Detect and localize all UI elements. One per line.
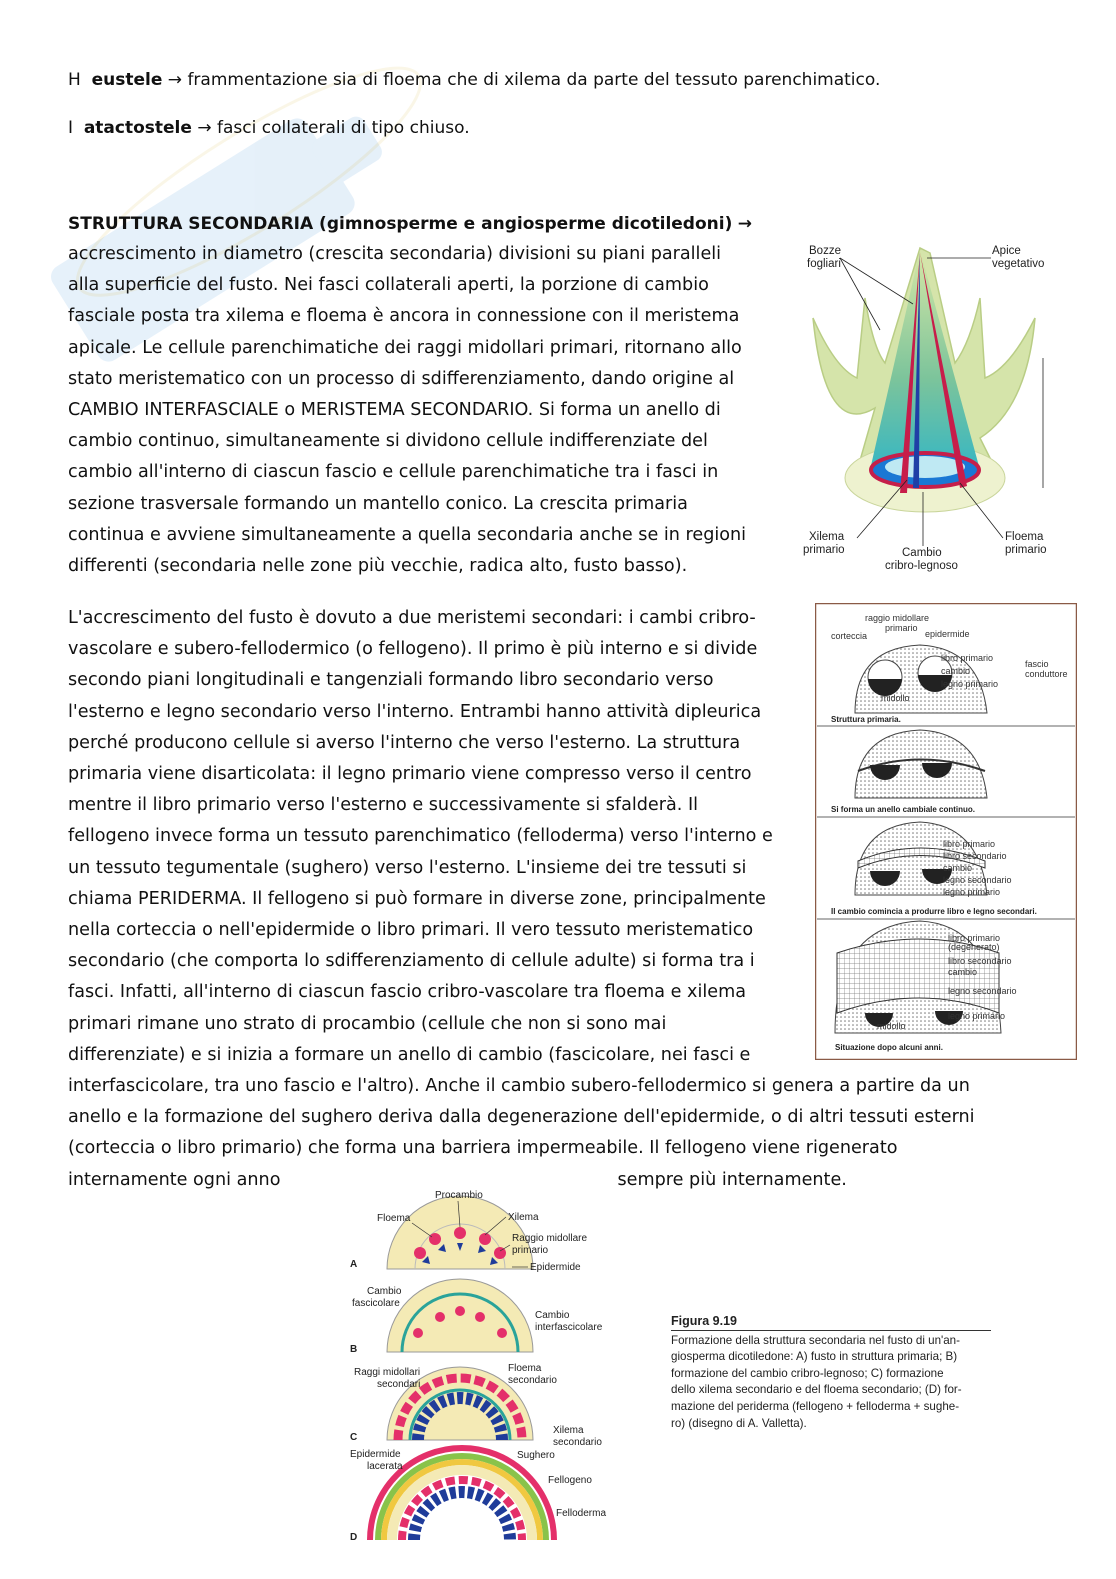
svg-text:Raggi midollari: Raggi midollari: [354, 1367, 421, 1378]
svg-text:cambio: cambio: [948, 967, 978, 977]
svg-text:D: D: [350, 1532, 358, 1543]
svg-text:libro primario: libro primario: [948, 933, 1001, 943]
svg-text:fascio: fascio: [1025, 659, 1049, 669]
svg-text:(degenerato): (degenerato): [948, 942, 1000, 952]
secondary-growth-stages-figure: [340, 1185, 630, 1545]
figure-title: Figura 9.19: [671, 1313, 991, 1331]
intro-line-i: I atactostele → fasci collaterali di tipo chiuso.: [68, 118, 470, 138]
cone-figure: [795, 238, 1095, 578]
svg-text:epidermide: epidermide: [925, 629, 970, 639]
svg-text:secondario: secondario: [553, 1437, 602, 1448]
stages-panel-figure: [815, 603, 1077, 1060]
last-line-left: internamente ogni anno: [68, 1169, 281, 1190]
svg-text:legno primario: legno primario: [948, 1011, 1006, 1021]
intro-line-h: H eustele → frammentazione sia di floema che di xilema da parte del tessuto parenchimatico.: [68, 70, 881, 90]
svg-text:midollo: midollo: [881, 693, 910, 703]
svg-text:legno primario: legno primario: [941, 679, 999, 689]
svg-text:legno secondario: legno secondario: [943, 875, 1012, 885]
svg-text:midollo: midollo: [877, 1021, 906, 1031]
svg-text:Si forma un anello cambiale co: Si forma un anello cambiale continuo.: [831, 805, 976, 814]
stage-b: [350, 1279, 603, 1355]
svg-text:C: C: [350, 1432, 358, 1443]
svg-text:Situazione dopo alcuni anni.: Situazione dopo alcuni anni.: [835, 1043, 944, 1052]
svg-text:corteccia: corteccia: [831, 631, 868, 641]
label-cambio: Cambio: [902, 547, 942, 559]
svg-text:legno secondario: legno secondario: [948, 986, 1017, 996]
svg-text:primario: primario: [512, 1245, 549, 1256]
svg-text:Epidermide: Epidermide: [530, 1262, 581, 1273]
svg-text:Procambio: Procambio: [435, 1190, 483, 1201]
svg-text:Struttura primaria.: Struttura primaria.: [831, 715, 901, 724]
svg-text:primario: primario: [1005, 544, 1047, 556]
svg-text:cambio: cambio: [943, 863, 973, 873]
term-eustele: eustele: [91, 70, 163, 90]
last-line-right: sempre più internamente.: [617, 1169, 847, 1190]
svg-text:cribro-legnoso: cribro-legnoso: [885, 560, 958, 572]
section-heading: STRUTTURA SECONDARIA (gimnosperme e angiosperme dicotiledoni) →: [68, 214, 753, 234]
svg-text:libro secondario: libro secondario: [943, 851, 1007, 861]
svg-text:secondari: secondari: [377, 1379, 421, 1390]
svg-text:Floema: Floema: [508, 1363, 542, 1374]
arrow-icon: →: [167, 70, 183, 90]
svg-text:libro primario: libro primario: [941, 653, 994, 663]
svg-text:Xilema: Xilema: [553, 1425, 584, 1436]
figure-caption: Figura 9.19 Formazione della struttura secondaria nel fusto di un'an- giosperma dicotiledone: A) fusto in struttura primaria; B) formazione del cambio cribro-legnoso; C) formazione dello xilema secondario e del floema secondario; (D) for- mazione del periderma (fellogeno + felloderma + sughe- ro) (disegno di A. Valletta).: [671, 1313, 1001, 1432]
svg-text:Raggio midollare: Raggio midollare: [512, 1233, 588, 1244]
section2-paragraph: L'accrescimento del fusto è dovuto a due meristemi secondari: i cambi cribro- vascolare e subero-fellodermico (o fellogeno). Il primo è più interno e si divide secondo piani longitudinali e tangenziali formando libro secondario verso l'esterno e legno secondario verso l'interno. Entrambi hanno attività dipleurica perché producono cellule si averso l'interno che verso l'esterno. La struttura primaria viene disarticolata: il legno primario viene compresso verso il centro mentre il libro primario verso l'esterno e successivamente si sfalderà. Il fellogeno invece forma un tessuto parenchimatico (felloderma) verso l'interno e un tessuto tegumentale (sughero) verso l'esterno. L'insieme dei tre tessuti si chiama PERIDERMA. Il fellogeno si può formare in diverse zone, principalmente nella corteccia o nell'epidermide o libro primari. Il vero tessuto meristematico secondario (che comporta lo sdifferenziamento di cellule adulte) si forma tra i fasci. Infatti, all'interno di ciascun fascio cribro-vascolare tra floema e xilema primari rimane uno strato di procambio (cellule che non si sono mai differenziate) e si inizia a formare un anello di cambio (fascicolare, nei fasci e interfascicolare, tra uno fascio e l'altro). Anche il cambio subero-fellodermico si genera a partire da un anello e la formazione del sughero deriva dalla degenerazione dell'epidermide, o di altri tessuti esterni (corteccia o libro primario) che forma una barriera impermeabile. Il fellogeno viene rigenerato internamente ogni anno sempre più internamente.: [68, 608, 975, 1190]
svg-text:raggio midollare: raggio midollare: [865, 613, 930, 623]
svg-text:Cambio: Cambio: [367, 1286, 402, 1297]
svg-text:libro secondario: libro secondario: [948, 956, 1012, 966]
svg-text:interfascicolare: interfascicolare: [535, 1322, 603, 1333]
svg-text:cambio: cambio: [941, 666, 971, 676]
svg-text:Floema: Floema: [377, 1213, 411, 1224]
label-xilema: Xilema: [809, 531, 845, 543]
svg-text:fascicolare: fascicolare: [352, 1298, 400, 1309]
svg-text:A: A: [350, 1259, 358, 1270]
svg-text:Fellogeno: Fellogeno: [548, 1475, 592, 1486]
term-atactostele: atactostele: [83, 118, 192, 138]
svg-text:secondario: secondario: [508, 1375, 557, 1386]
label-floema: Floema: [1005, 531, 1044, 543]
stage-c: [350, 1363, 602, 1448]
svg-text:Epidermide: Epidermide: [350, 1449, 401, 1460]
label-bozze: Bozze: [809, 245, 841, 257]
stage-d: [350, 1448, 606, 1543]
svg-text:primario: primario: [803, 544, 845, 556]
svg-text:Felloderma: Felloderma: [556, 1508, 607, 1519]
svg-text:vegetativo: vegetativo: [992, 258, 1045, 270]
svg-text:conduttore: conduttore: [1025, 669, 1068, 679]
svg-text:Xilema: Xilema: [508, 1212, 539, 1223]
arrow-icon: →: [737, 214, 753, 234]
label-apice: Apice: [992, 245, 1021, 257]
section1-paragraph: accrescimento in diametro (crescita secondaria) divisioni su piani paralleli alla superficie del fusto. Nei fasci collaterali aperti, la porzione di cambio fasciale posta tra xilema e floema è ancora in connessione con il meristema apicale. Le cellule parenchimatiche dei raggi midollari primari, ritornano allo stato meristematico con un processo di sdifferenziamento, dando origine al CAMBIO INTERFASCIALE o MERISTEMA SECONDARIO. Si forma un anello di cambio continuo, simultaneamente si dividono cellule indifferenziate del cambio all'interno di ciascun fascio e cellule parenchimatiche tra i fasci in sezione trasversale formando un mantello conico. La crescita primaria continua e avviene simultaneamente a quella secondaria anche se in regioni differenti (secondaria nelle zone più vecchie, radica alto, fusto basso).: [68, 244, 747, 577]
svg-text:primario: primario: [885, 623, 918, 633]
svg-text:lacerata: lacerata: [367, 1461, 403, 1472]
svg-text:fogliari: fogliari: [807, 258, 841, 270]
svg-text:legno primario: legno primario: [943, 887, 1001, 897]
stage-a: [350, 1190, 587, 1273]
svg-text:B: B: [350, 1344, 358, 1355]
svg-text:libro primario: libro primario: [943, 839, 996, 849]
svg-text:Il cambio comincia a produrre: Il cambio comincia a produrre libro e legno secondari.: [831, 907, 1037, 916]
svg-text:Cambio: Cambio: [535, 1310, 570, 1321]
arrow-icon: →: [197, 118, 212, 138]
svg-text:Sughero: Sughero: [517, 1450, 555, 1461]
